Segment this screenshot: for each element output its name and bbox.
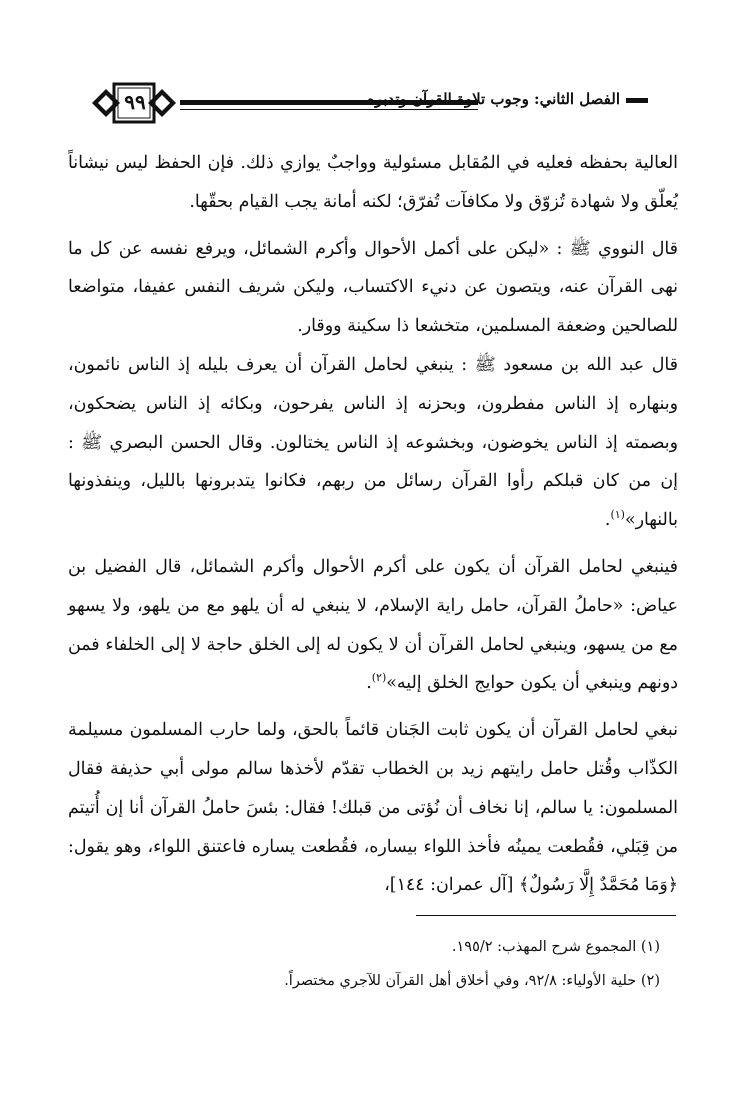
paragraph: قال عبد الله بن مسعود ﷺ : ينبغي لحامل القرآن أن يعرف بليله إذ الناس نائمون، وبنهاره إذ الناس مفطرون، وبحزنه إذ الناس يفرحون، وبكائه إذ الناس يضحكون، وبصمته إذ الناس يخوضون، وبخشوعه إذ الناس يختالون. وقال الحسن البصري ﷺ : إن من كان قبلكم رأوا القرآن رسائل من ربهم، فكانوا يتدبرونها بالليل، وينفذونها بالنهار»$^{(١)}$. <box>68 354 678 531</box>
paragraph: نبغي لحامل القرآن أن يكون ثابت الجَنان قائماً بالحق، ولما حارب المسلمون مسيلمة الكذّاب وقُتل حامل رايتهم زيد بن الخطاب تقدّم لأخذها سالم مولى أبي حذيفة فقال المسلمون: يا سالم، إنا نخاف أن نُؤتى من قبلك! فقال: بئسَ حاملُ القرآن أنا إن أُتيتم من قِبَلي، فقُطعت يمينُه فأخذ اللواء بيساره، فقُطعت يساره فاعتنق اللواء، وهو يقول: ﴿وَمَا مُحَمَّدٌ إِلَّا رَسُولٌ﴾ [آل عمران: ١٤٤]، <box>68 720 678 896</box>
chapter-title: الفصل الثاني: وجوب تلاوة القرآن وتدبره <box>367 88 648 110</box>
paragraph: فينبغي لحامل القرآن أن يكون على أكرم الأحوال وأكرم الشمائل، قال الفضيل بن عياض: «حاملُ القرآن، حامل راية الإسلام، لا ينبغي له أن يلهو مع من يلهو، ولا يسهو مع من يسهو، وينبغي لحامل القرآن أن لا يكون له إلى الخلق حاجة لا إلى الخلفاء فمن دونهم وينبغي أن يكون حوايج الخلق إليه»$^{(٢)}$. <box>68 556 678 694</box>
footnote: (١) المجموع شرح المهذب: ١٩٥/٢. <box>451 939 660 955</box>
main-text <box>68 144 678 905</box>
paragraph: العالية بحفظه فعليه في المُقابل مسئولية وواجبٌ يوازي ذلك. فإن الحفظ ليس نيشاناً يُعلّق ولا شهادة تُزوّق ولا مكافآت تُفرّق؛ لكنه أمانة يجب القيام بحقّها. <box>68 153 678 212</box>
page-header <box>84 78 648 128</box>
paragraph: قال النووي ﷺ : «ليكن على أكمل الأحوال وأكرم الشمائل، ويرفع نفسه عن كل ما نهى القرآن عنه، ويتصون عن دنيء الاكتساب، وليكن شريف النفس عفيفا، متواضعا للصالحين وضعفة المسلمين، متخشعا ذا سكينة ووقار. <box>68 238 678 337</box>
footnote-ref: (١) <box>610 508 625 522</box>
footnote-ref: (٢) <box>371 671 387 685</box>
footnote-divider <box>416 915 676 916</box>
footnote: (٢) حلية الأولياء: ٩٢/٨، وفي أخلاق أهل القرآن للآجري مختصراً. <box>284 973 660 989</box>
page-number-ornament <box>84 78 184 128</box>
page-number: ٩٩ <box>124 90 146 114</box>
footnotes <box>60 930 660 998</box>
